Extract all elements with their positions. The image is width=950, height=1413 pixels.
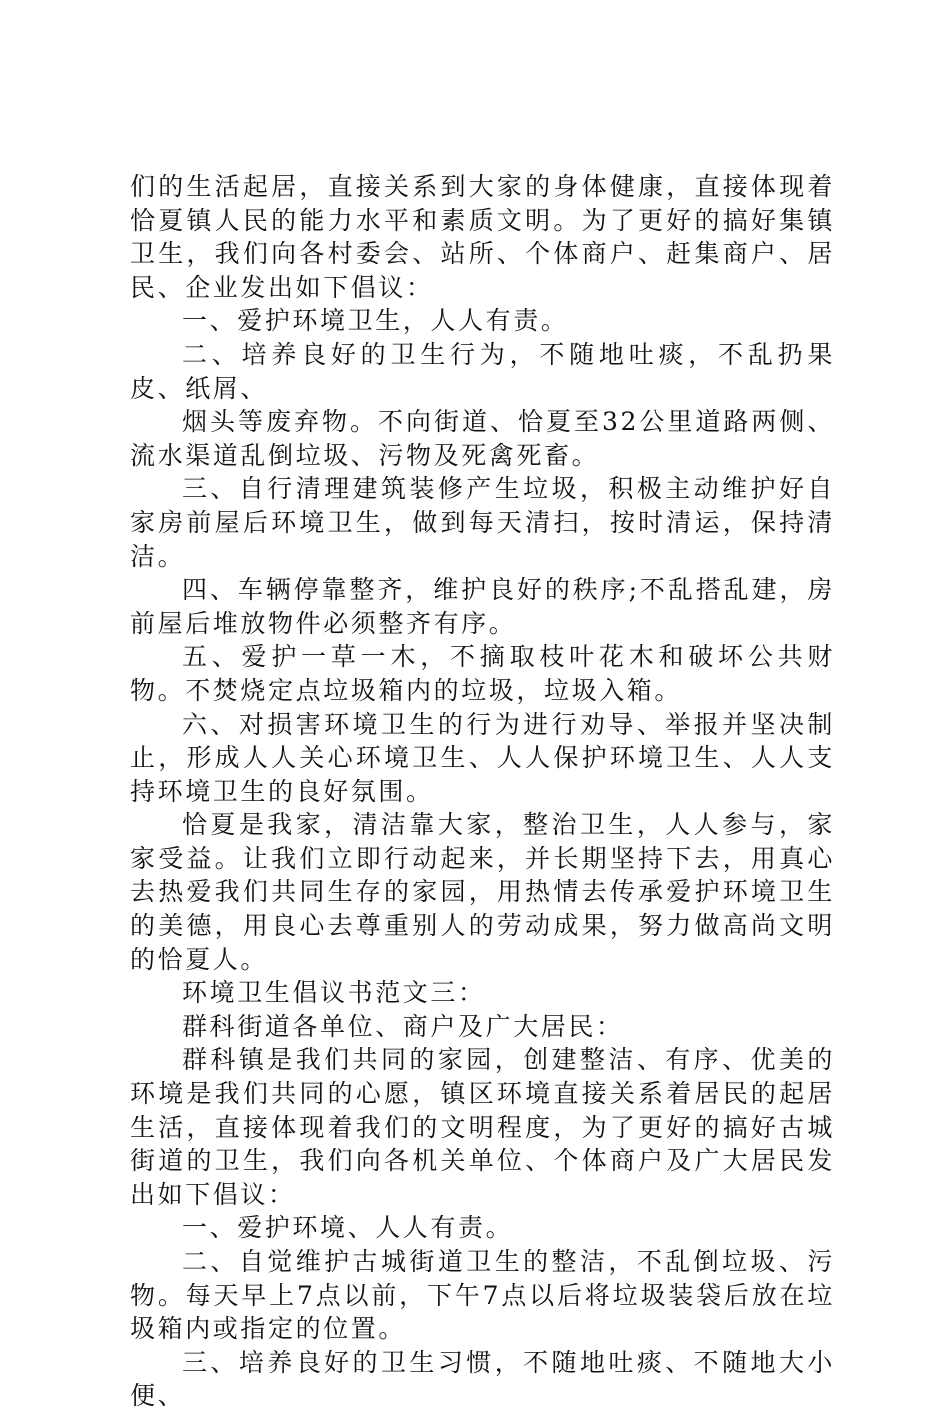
- paragraph: 一、爱护环境、人人有责。: [182, 1213, 514, 1243]
- section-heading: 环境卫生倡议书范文三：: [182, 978, 486, 1008]
- salutation: 群科街道各单位、商户及广大居民：: [182, 1011, 624, 1041]
- paragraph: 恰夏是我家，清洁靠大家，整治卫生，人人参与，家家受益。让我们立即行动起来，并长期坚持下去，用真心去热爱我们共同生存的家园，用热情去传承爱护环境卫生的美德，用良心去尊重别人的劳动成果，努力做高尚文明的恰夏人。: [130, 810, 835, 974]
- paragraph: 六、对损害环境卫生的行为进行劝导、举报并坚决制止，形成人人关心环境卫生、人人保护环境卫生、人人支持环境卫生的良好氛围。: [130, 709, 835, 806]
- paragraph: 二、培养良好的卫生行为，不随地吐痰，不乱扔果皮、纸屑、: [130, 339, 835, 403]
- paragraph: 二、自觉维护古城街道卫生的整洁，不乱倒垃圾、污物。每天早上7点以前，下午7点以后将垃圾装袋后放在垃圾箱内或指定的位置。: [130, 1247, 835, 1344]
- paragraph: 们的生活起居，直接关系到大家的身体健康，直接体现着恰夏镇人民的能力水平和素质文明。为了更好的搞好集镇卫生，我们向各村委会、站所、个体商户、赶集商户、居民、企业发出如下倡议：: [130, 172, 835, 302]
- paragraph: 三、培养良好的卫生习惯，不随地吐痰、不随地大小便、: [130, 1347, 835, 1411]
- paragraph: 三、自行清理建筑装修产生垃圾，积极主动维护好自家房前屋后环境卫生，做到每天清扫，按时清运，保持清洁。: [130, 474, 835, 571]
- paragraph: 一、爱护环境卫生，人人有责。: [182, 306, 569, 336]
- paragraph: 群科镇是我们共同的家园，创建整洁、有序、优美的环境是我们共同的心愿，镇区环境直接关系着居民的起居生活，直接体现着我们的文明程度，为了更好的搞好古城街道的卫生，我们向各机关单位、个体商户及广大居民发出如下倡议：: [130, 1045, 835, 1209]
- document-body: [130, 170, 835, 1413]
- paragraph: 五、爱护一草一木，不摘取枝叶花木和破坏公共财物。不焚烧定点垃圾箱内的垃圾，垃圾入箱。: [130, 642, 835, 705]
- paragraph: 四、车辆停靠整齐，维护良好的秩序;不乱搭乱建，房前屋后堆放物件必须整齐有序。: [130, 575, 835, 638]
- paragraph: 烟头等废弃物。不向街道、恰夏至32公里道路两侧、流水渠道乱倒垃圾、污物及死禽死畜。: [130, 407, 835, 470]
